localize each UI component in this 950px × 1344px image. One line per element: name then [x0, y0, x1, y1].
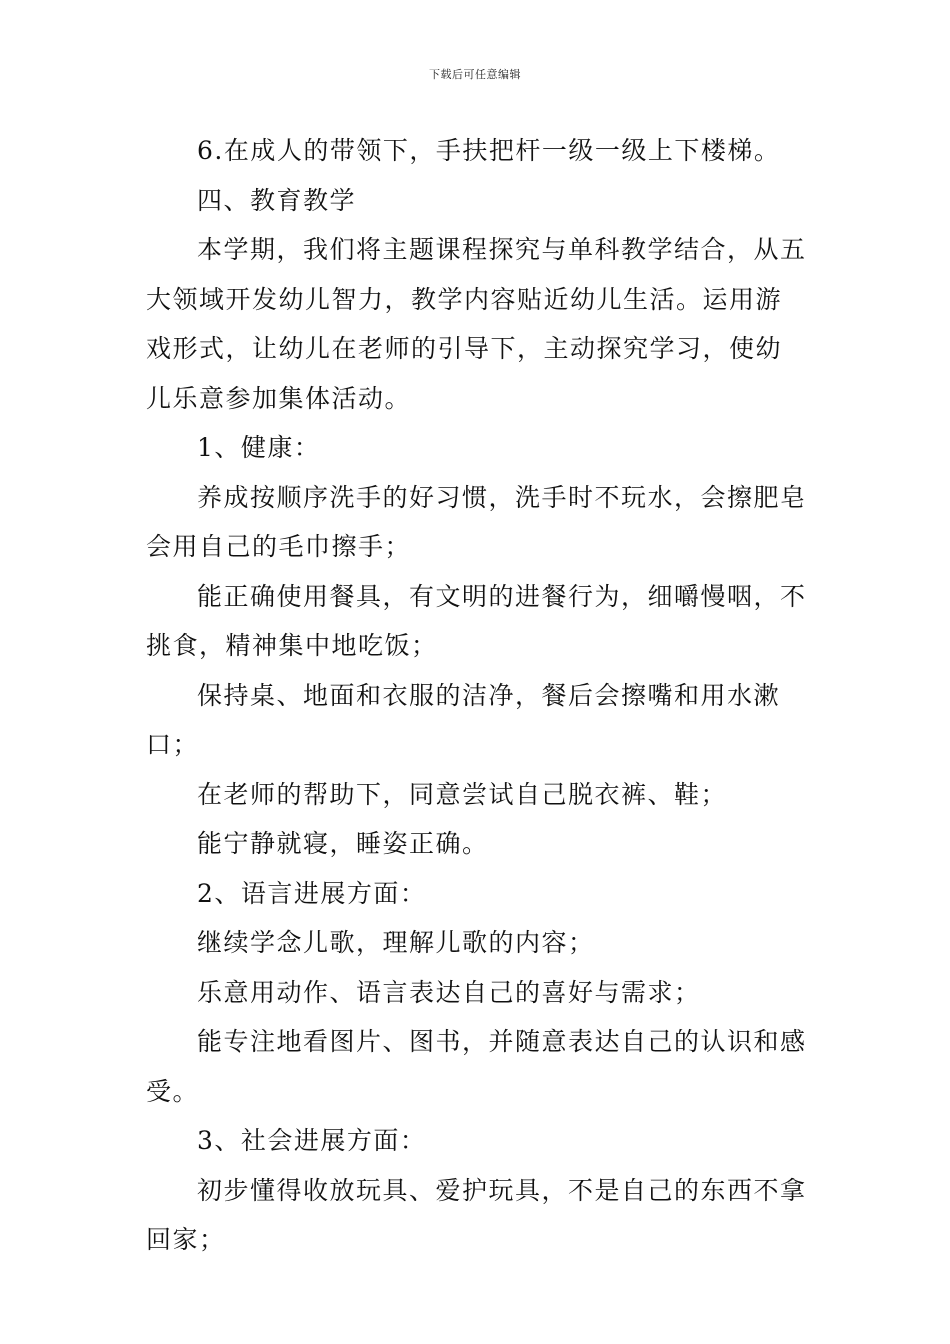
paragraph: 本学期，我们将主题课程探究与单科教学结合，从五大领域开发幼儿智力，教学内容贴近幼儿生活。运用游戏形式，让幼儿在老师的引导下，主动探究学习，使幼儿乐意参加集体活动。 — [146, 235, 807, 413]
paragraph: 养成按顺序洗手的好习惯，洗手时不玩水，会擦肥皂会用自己的毛巾擦手； — [146, 482, 807, 561]
document-body — [146, 126, 808, 1265]
subsection-heading: 3、社会进展方面： — [197, 1126, 427, 1155]
section-heading: 四、教育教学 — [197, 185, 357, 215]
subsection-heading: 2、语言进展方面： — [197, 878, 427, 908]
paragraph: 乐意用动作、语言表达自己的喜好与需求； — [197, 977, 701, 1007]
paragraph: 能正确使用餐具，有文明的进餐行为，细嚼慢咽，不挑食，精神集中地吃饭； — [146, 581, 807, 660]
paragraph: 保持桌、地面和衣服的洁净，餐后会擦嘴和用水漱口； — [146, 680, 781, 759]
subsection-heading: 1、健康： — [197, 433, 321, 462]
paragraph: 6.在成人的带领下，手扶把杆一级一级上下楼梯。 — [197, 136, 781, 165]
paragraph: 能专注地看图片、图书，并随意表达自己的认识和感受。 — [146, 1027, 807, 1106]
page-header: 下载后可任意编辑 — [429, 68, 521, 81]
paragraph: 在老师的帮助下，同意尝试自己脱衣裤、鞋； — [197, 779, 728, 809]
paragraph: 初步懂得收放玩具、爱护玩具，不是自己的东西不拿回家； — [146, 1175, 807, 1254]
paragraph: 能宁静就寝，睡姿正确。 — [197, 829, 489, 858]
paragraph: 继续学念儿歌，理解儿歌的内容； — [197, 928, 595, 957]
